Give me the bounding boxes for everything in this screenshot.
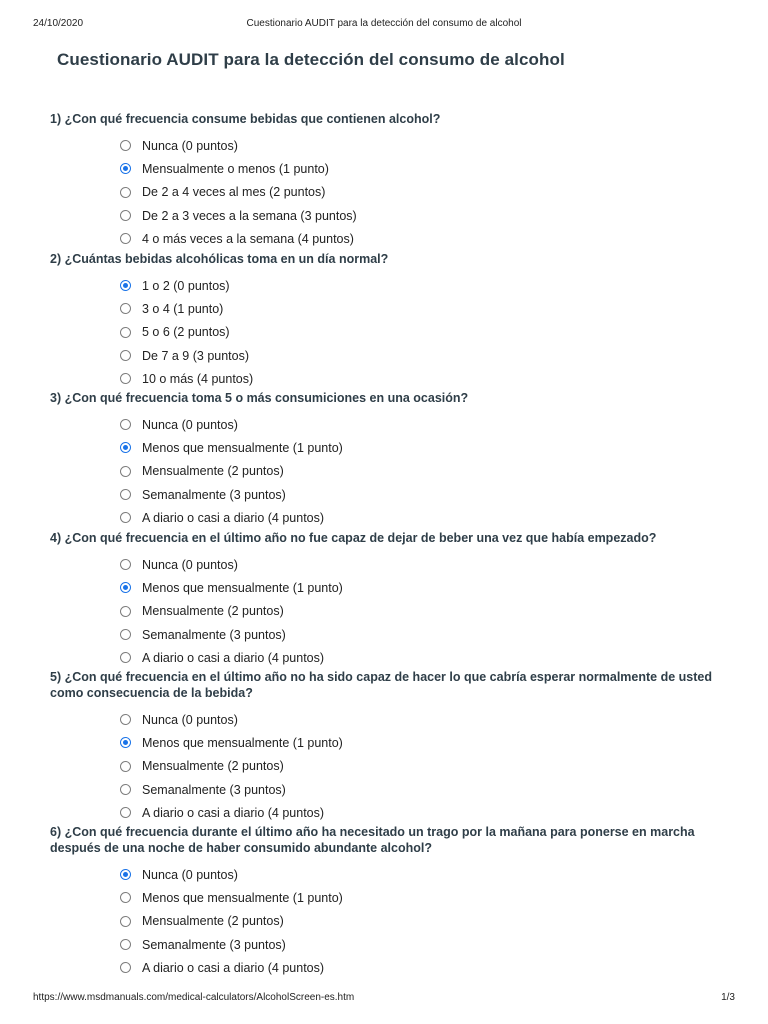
answer-option-label: Mensualmente (2 puntos)	[142, 464, 284, 479]
radio-button[interactable]	[120, 350, 131, 361]
answer-option[interactable]	[120, 204, 728, 227]
answer-option-label: A diario o casi a diario (4 puntos)	[142, 805, 325, 820]
radio-button[interactable]	[120, 466, 131, 477]
question-text: 1) ¿Con qué frecuencia consume bebidas que contienen alcohol?	[50, 112, 441, 126]
radio-button[interactable]	[120, 512, 131, 523]
radio-button-selected[interactable]	[120, 163, 131, 174]
answer-option-label: De 2 a 3 veces a la semana (3 puntos)	[142, 208, 357, 223]
radio-button[interactable]	[120, 210, 131, 221]
answer-option-label: A diario o casi a diario (4 puntos)	[142, 510, 325, 525]
radio-button[interactable]	[120, 892, 131, 903]
answer-option[interactable]	[120, 708, 728, 731]
answer-option[interactable]	[120, 801, 728, 824]
radio-button[interactable]	[120, 761, 131, 772]
answer-option[interactable]	[120, 227, 728, 250]
print-url: https://www.msdmanuals.com/medical-calculators/AlcoholScreen-es.htm	[33, 992, 355, 1003]
question-2	[50, 251, 728, 390]
answer-option-label: Semanalmente (3 puntos)	[142, 937, 286, 952]
answer-option-label: 4 o más veces a la semana (4 puntos)	[142, 231, 354, 246]
radio-button-selected[interactable]	[120, 582, 131, 593]
answer-option-label: Semanalmente (3 puntos)	[142, 487, 286, 502]
question-text: 4) ¿Con qué frecuencia en el último año no fue capaz de dejar de beber una vez que había empezado?	[50, 531, 657, 545]
answer-option[interactable]	[120, 321, 728, 344]
answer-option[interactable]	[120, 910, 728, 933]
question-5	[50, 669, 728, 824]
answer-option[interactable]	[120, 933, 728, 956]
answer-option[interactable]	[120, 576, 728, 599]
answer-option[interactable]	[120, 460, 728, 483]
answer-option[interactable]	[120, 483, 728, 506]
question-text: 3) ¿Con qué frecuencia toma 5 o más consumiciones en una ocasión?	[50, 391, 469, 405]
radio-button[interactable]	[120, 714, 131, 725]
answer-option[interactable]	[120, 623, 728, 646]
answer-option[interactable]	[120, 506, 728, 529]
answer-option[interactable]	[120, 157, 728, 180]
answer-option-label: Nunca (0 puntos)	[142, 557, 238, 572]
radio-button[interactable]	[120, 606, 131, 617]
answer-option-label: Semanalmente (3 puntos)	[142, 782, 286, 797]
answer-option-label: Mensualmente (2 puntos)	[142, 914, 284, 929]
question-text: 2) ¿Cuántas bebidas alcohólicas toma en un día normal?	[50, 252, 389, 266]
radio-button-selected[interactable]	[120, 737, 131, 748]
answer-option-label: 3 o 4 (1 punto)	[142, 301, 224, 316]
print-date: 24/10/2020	[33, 18, 84, 29]
radio-button[interactable]	[120, 327, 131, 338]
answer-option[interactable]	[120, 778, 728, 801]
question-4	[50, 530, 728, 669]
answer-option[interactable]	[120, 367, 728, 390]
radio-button[interactable]	[120, 233, 131, 244]
answer-option-label: A diario o casi a diario (4 puntos)	[142, 650, 325, 665]
radio-button[interactable]	[120, 373, 131, 384]
answer-option[interactable]	[120, 956, 728, 979]
radio-button-selected[interactable]	[120, 442, 131, 453]
answer-option-label: Nunca (0 puntos)	[142, 138, 238, 153]
answer-option-label: Nunca (0 puntos)	[142, 712, 238, 727]
answer-option-label: Menos que mensualmente (1 punto)	[142, 735, 343, 750]
answer-option[interactable]	[120, 731, 728, 754]
answer-option[interactable]	[120, 755, 728, 778]
answer-option-label: Nunca (0 puntos)	[142, 417, 238, 432]
print-document-title: Cuestionario AUDIT para la detección del consumo de alcohol	[246, 18, 522, 29]
radio-button[interactable]	[120, 629, 131, 640]
question-6	[50, 824, 728, 979]
answer-option-label: De 2 a 4 veces al mes (2 puntos)	[142, 185, 326, 200]
radio-button[interactable]	[120, 807, 131, 818]
radio-button[interactable]	[120, 784, 131, 795]
page-number: 1/3	[721, 992, 735, 1003]
answer-option-label: Menos que mensualmente (1 punto)	[142, 890, 343, 905]
question-3	[50, 390, 728, 529]
radio-button[interactable]	[120, 187, 131, 198]
answer-option[interactable]	[120, 600, 728, 623]
answer-option-label: Mensualmente (2 puntos)	[142, 759, 284, 774]
answer-option[interactable]	[120, 134, 728, 157]
radio-button[interactable]	[120, 489, 131, 500]
answer-option[interactable]	[120, 274, 728, 297]
answer-option-label: Semanalmente (3 puntos)	[142, 627, 286, 642]
answer-option-label: Menos que mensualmente (1 punto)	[142, 440, 343, 455]
answer-option[interactable]	[120, 886, 728, 909]
answer-option-label: A diario o casi a diario (4 puntos)	[142, 960, 325, 975]
answer-option[interactable]	[120, 646, 728, 669]
answer-option-label: Mensualmente o menos (1 punto)	[142, 161, 329, 176]
question-1	[50, 111, 728, 250]
radio-button[interactable]	[120, 939, 131, 950]
answer-option[interactable]	[120, 436, 728, 459]
answer-option-label: Menos que mensualmente (1 punto)	[142, 580, 343, 595]
radio-button[interactable]	[120, 559, 131, 570]
radio-button[interactable]	[120, 140, 131, 151]
radio-button[interactable]	[120, 962, 131, 973]
answer-option[interactable]	[120, 413, 728, 436]
question-text: 5) ¿Con qué frecuencia en el último año no ha sido capaz de hacer lo que cabría esperar normalmente de usted como consecuencia de la bebida?	[50, 670, 712, 700]
radio-button[interactable]	[120, 652, 131, 663]
answer-option[interactable]	[120, 863, 728, 886]
answer-option-label: 10 o más (4 puntos)	[142, 371, 254, 386]
answer-option-label: Mensualmente (2 puntos)	[142, 604, 284, 619]
page-title: Cuestionario AUDIT para la detección del consumo de alcohol	[57, 50, 565, 69]
answer-option-label: 1 o 2 (0 puntos)	[142, 278, 230, 293]
print-footer	[33, 992, 735, 1006]
print-header	[33, 18, 735, 32]
radio-button[interactable]	[120, 419, 131, 430]
answer-option-label: Nunca (0 puntos)	[142, 867, 238, 882]
answer-option[interactable]	[120, 344, 728, 367]
radio-button-selected[interactable]	[120, 280, 131, 291]
radio-button[interactable]	[120, 916, 131, 927]
radio-button[interactable]	[120, 303, 131, 314]
answer-option[interactable]	[120, 297, 728, 320]
answer-option[interactable]	[120, 553, 728, 576]
question-text: 6) ¿Con qué frecuencia durante el último año ha necesitado un trago por la mañana para ponerse en marcha después de una noche de haber consumido abundante alcohol?	[50, 825, 695, 855]
answer-option-label: 5 o 6 (2 puntos)	[142, 325, 230, 340]
radio-button-selected[interactable]	[120, 869, 131, 880]
answer-option[interactable]	[120, 181, 728, 204]
answer-option-label: De 7 a 9 (3 puntos)	[142, 348, 250, 363]
